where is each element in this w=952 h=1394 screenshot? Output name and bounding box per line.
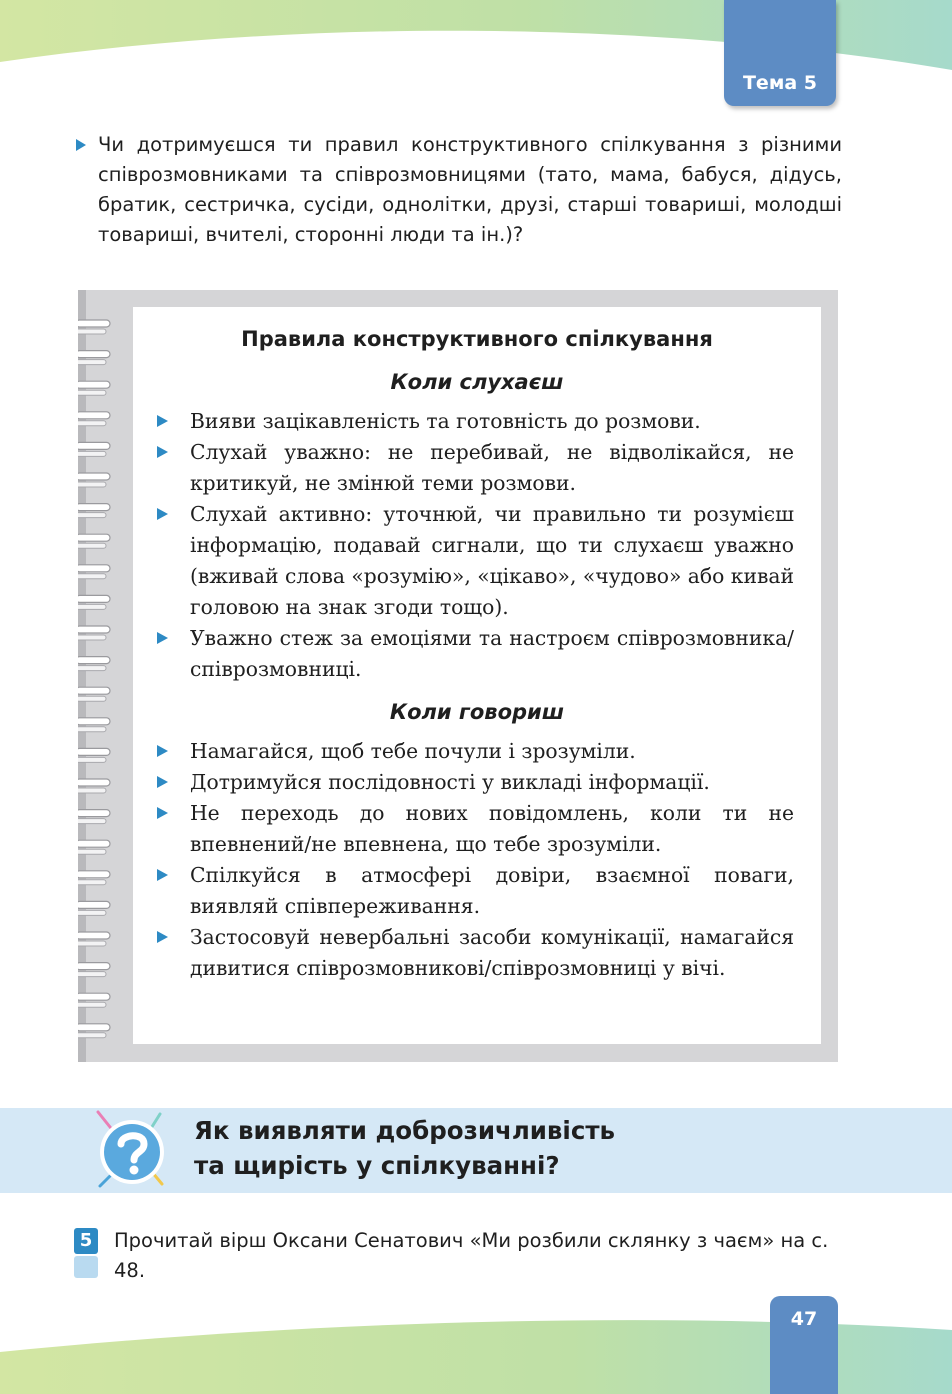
triangle-bullet-icon [157, 446, 168, 458]
speaking-heading: Коли говориш [389, 700, 565, 724]
task-number-badge: 5 [74, 1228, 98, 1254]
list-item: Застосовуй невербальні засоби комунікації, намагайся дивитися співрозмовникові/співрозмовниці у вічі. [190, 922, 794, 984]
section-heading [194, 1113, 754, 1183]
triangle-bullet-icon [157, 632, 168, 644]
list-item: Дотримуйся послідовності у викладі інформації. [190, 767, 794, 798]
list-item: Спілкуйся в атмосфері довіри, взаємної поваги, виявляй співпереживання. [190, 860, 794, 922]
listening-heading: Коли слухаєш [390, 370, 564, 394]
triangle-bullet-icon [157, 415, 168, 427]
topic-tab-label: Тема 5 [742, 72, 818, 94]
task-number-shadow [74, 1256, 98, 1278]
rules-notebook [78, 290, 838, 1062]
speaking-rules-list [190, 736, 794, 984]
intro-text: Чи дотримуєшся ти правил конструктивного спілкування з різними співрозмовниками та співрозмовницями (тато, мама, бабуся, дідусь, братик, сестричка, сусіди, однолітки, друзі, старші товариші, молодші товариші, вчителі, сторонні люди та ін.)? [98, 133, 842, 246]
section-heading-line1: Як виявляти доброзичливість [194, 1116, 616, 1145]
task-text: Прочитай вірш Оксани Сенатович «Ми розбили склянку з чаєм» на с. 48. [114, 1229, 829, 1282]
intro-question [74, 130, 842, 250]
triangle-bullet-icon [157, 508, 168, 520]
list-item: Уважно стеж за емоціями та настроєм співрозмовника/співрозмовниці. [190, 623, 794, 685]
notebook-page [133, 307, 821, 1044]
section-heading-line2: та щирість у спілкуванні? [194, 1151, 560, 1180]
page-number-tab [770, 1296, 838, 1394]
page-number: 47 [790, 1308, 818, 1330]
listening-rules-list [190, 406, 794, 685]
list-item: Не переходь до нових повідомлень, коли ти не впевнений/не впевнена, що тебе зрозуміли. [190, 798, 794, 860]
list-item: Слухай активно: уточнюй, чи правильно ти розумієш інформацію, подавай сигнали, що ти слухаєш уважно (вживай слова «розумію», «цікаво», «чудово» або кивай головою на знак згоди тощо). [190, 499, 794, 623]
triangle-bullet-icon [157, 931, 168, 943]
triangle-bullet-icon [157, 869, 168, 881]
list-item: Намагайся, щоб тебе почули і зрозуміли. [190, 736, 794, 767]
topic-tab [724, 0, 836, 106]
triangle-bullet-icon [157, 807, 168, 819]
spiral-binding-icon [78, 290, 118, 1062]
triangle-bullet-icon [76, 139, 86, 151]
list-item: Слухай уважно: не перебивай, не відволікайся, не критикуй, не змінюй теми розмови. [190, 437, 794, 499]
question-mark-icon [94, 1110, 174, 1190]
triangle-bullet-icon [157, 745, 168, 757]
triangle-bullet-icon [157, 776, 168, 788]
rules-title: Правила конструктивного спілкування [241, 327, 713, 351]
list-item: Вияви зацікавленість та готовність до розмови. [190, 406, 794, 437]
